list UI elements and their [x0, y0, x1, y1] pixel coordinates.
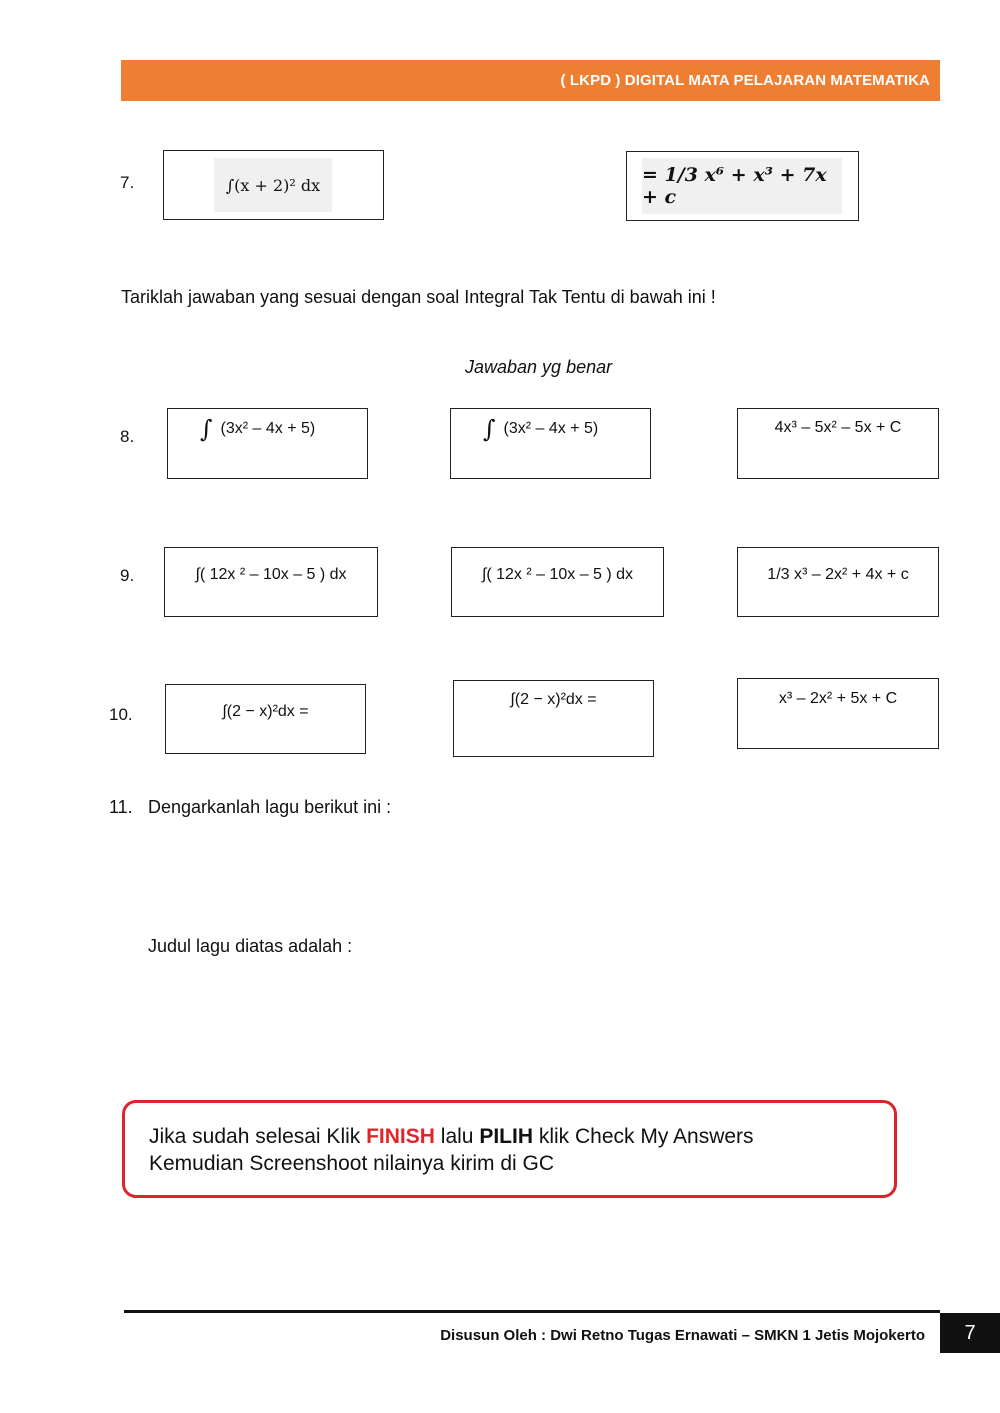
- dropped-answer-9: ∫( 12x ² – 10x – 5 ) dx: [481, 566, 634, 583]
- question-9-expression: ∫( 12x ² – 10x – 5 ) dx: [195, 566, 347, 583]
- integral-sign-icon: ∫: [483, 415, 496, 443]
- question-10-box: [165, 684, 366, 754]
- header-title: ( LKPD ) DIGITAL MATA PELAJARAN MATEMATIKA: [560, 72, 930, 89]
- question-7-number: 7.: [120, 173, 135, 192]
- integral-sign-icon: ∫: [200, 415, 213, 443]
- drop-zone-9[interactable]: [451, 547, 664, 617]
- page-number: 7: [940, 1313, 1000, 1353]
- answer-8-expression: 4x³ – 5x² – 5x + C: [774, 419, 902, 436]
- footer-divider: [124, 1310, 940, 1313]
- finish-keyword: FINISH: [366, 1125, 435, 1148]
- question-8-box: [167, 408, 368, 479]
- page-header-bar: [121, 60, 940, 101]
- question-7-expression: ∫(x + 2)² dx: [214, 158, 332, 212]
- question-10-number: 10.: [109, 705, 133, 724]
- drop-zone-8[interactable]: [450, 408, 651, 479]
- answer-7-expression: = 1/3 x⁶ + x³ + 7x + c: [642, 158, 842, 214]
- notice-text: lalu: [434, 1125, 480, 1148]
- question-10-expression: ∫(2 − x)²dx =: [222, 703, 309, 720]
- question-7-box: [163, 150, 384, 220]
- question-11-text: Dengarkanlah lagu berikut ini :: [148, 797, 392, 817]
- answer-9-expression: 1/3 x³ – 2x² + 4x + c: [767, 566, 909, 583]
- finish-notice-line-1: [149, 1123, 870, 1150]
- dropped-answer-8: (3x² – 4x + 5): [503, 420, 599, 437]
- footer-credit: Disusun Oleh : Dwi Retno Tugas Ernawati – SMKN 1 Jetis Mojokerto: [440, 1327, 925, 1344]
- answer-card-9[interactable]: [737, 547, 939, 617]
- answer-10-expression: x³ – 2x² + 5x + C: [778, 690, 898, 707]
- drop-zone-10[interactable]: [453, 680, 654, 757]
- question-11-number: 11.: [109, 797, 133, 817]
- question-9-number: 9.: [120, 566, 135, 585]
- question-8-expression: (3x² – 4x + 5): [220, 420, 316, 437]
- dropped-answer-10: ∫(2 − x)²dx =: [510, 691, 597, 708]
- song-title-prompt: Judul lagu diatas adalah :: [148, 936, 353, 956]
- notice-text: klik Check My Answers: [532, 1125, 754, 1148]
- answer-card-8[interactable]: [737, 408, 939, 479]
- answer-card-10[interactable]: [737, 678, 939, 749]
- correct-answer-column-label: Jawaban yg benar: [465, 357, 613, 377]
- pilih-keyword: PILIH: [479, 1125, 533, 1148]
- answer-7-box[interactable]: [626, 151, 859, 221]
- question-8-number: 8.: [120, 427, 135, 446]
- question-9-box: [164, 547, 378, 617]
- finish-notice-line-2: Kemudian Screenshoot nilainya kirim di GC: [149, 1152, 555, 1175]
- notice-text: Jika sudah selesai Klik: [149, 1125, 367, 1148]
- finish-notice: [122, 1100, 897, 1198]
- instruction-text: Tariklah jawaban yang sesuai dengan soal Integral Tak Tentu di bawah ini !: [121, 287, 716, 307]
